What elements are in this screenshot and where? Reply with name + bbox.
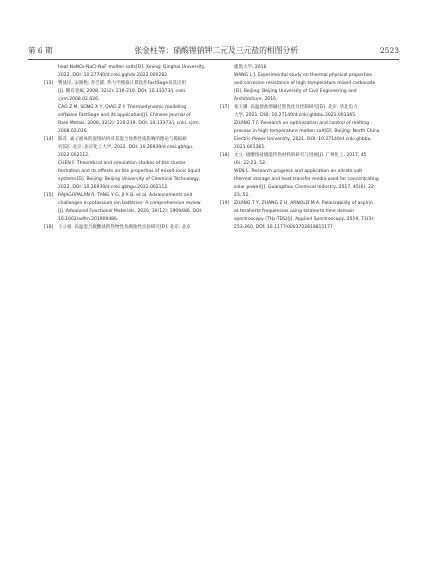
reference-number: [16] — [44, 225, 54, 230]
reference-line: 建筑大学, 2016. — [234, 65, 268, 70]
reference-number: [18] — [220, 153, 230, 158]
reference-line: WANG L J. Experimental study on thermal physical properties — [234, 73, 372, 78]
reference-line: CAO Z M, SONG X Y, QIAO Z Y. Thermodynamic modeling — [58, 105, 187, 110]
reference-line: 张天骥. 高温熔盐熔融过程优化及控制研究[D]. 北京: 华北电力 — [234, 105, 358, 110]
header-rule — [28, 59, 399, 60]
reference-line: 253-260. DOI: 10.1177/0003702818815177. — [234, 225, 335, 230]
issue-number: 第 6 期 — [28, 45, 53, 55]
reference-line: 大学, 2021. DOI: 10.27140/d.cnki.ghbbu.2021.001365. — [234, 113, 357, 118]
reference-line: (6): 22-23, 52. — [234, 161, 267, 166]
reference-line: 2022. DOI: 10.26939/d.cnki.gbhgu.2022.002112. — [58, 185, 169, 190]
reference-line: 2008.02.026. — [58, 129, 89, 134]
reference-line: [J]. 稀有金属, 2008, 32(2): 216-219. DOI: 10.13373/j. cnki. — [58, 89, 187, 94]
reference-line: formation and its effects on the properties of mixed ionic liquid — [58, 169, 201, 174]
reference-line: 23, 52. — [234, 193, 250, 198]
reference-line: at terahertz frequencies using terahertz time domain — [234, 209, 355, 214]
reference-line: Rare Metals, 2008, 32(2): 216-219. DOI: 10.13373/j. cnki. cjrm. — [58, 121, 201, 126]
reference-number: [14] — [44, 137, 54, 142]
left-column — [44, 64, 240, 232]
reference-line: RAJAGOPALAN R, TANG Y G, JI X B, et al. Advancements and — [58, 193, 193, 198]
reference-entry — [44, 192, 240, 224]
reference-entry — [44, 224, 240, 232]
reference-entry — [44, 80, 240, 136]
reference-line: Electric Power University, 2021. DOI: 10.27140/d.cnki.ghbbu. — [234, 137, 372, 142]
reference-entry — [234, 64, 416, 104]
reference-line: [J]. Advanced Functional Materials, 2020, 30(12): 1909486. DOI: — [58, 209, 203, 214]
reference-line: 2022.002112. — [58, 153, 90, 158]
reference-line: ZHANG T F. Research on optimization and control of melting — [234, 121, 370, 126]
reference-line: heat NaNO₃-NaCl-NaF molten salts[D]. Xining: Qinghai University, — [58, 65, 206, 70]
page-number: 2523 — [379, 45, 399, 55]
reference-entry — [220, 152, 416, 200]
reference-entry — [44, 136, 240, 192]
reference-line: challenges in potassium ion batteries: A comprehensive review — [58, 201, 201, 206]
reference-line: 陈芬. 离子液体的混熔结构对其混合体系性质影响的理论与模拟研 — [58, 137, 187, 142]
reference-line: ZHANG T Y, ZHANG Z H, ARNOLD M A. Polarizability of aspirin — [234, 201, 373, 206]
reference-line: spectroscopy (THz-TDS)[J]. Applied Spectroscopy, 2019, 73(3): — [234, 217, 375, 222]
reference-line: solar power[J]. Guangzhou Chemical Industry, 2017, 45(6): 22- — [234, 185, 376, 190]
reference-line: 2021.001365. — [234, 145, 266, 150]
reference-line: systems[D]. Beijing: Beijing University of Chemical Technology, — [58, 177, 201, 182]
reference-entry — [220, 200, 416, 232]
page-header — [28, 42, 399, 58]
reference-line: process in high temperature molten salt[D]. Beijing: North China — [234, 129, 380, 134]
reference-line: 文立. 硝酸熔盐储能传热材料的研究与进展[J]. 广州化工, 2017, 45 — [234, 153, 367, 158]
reference-number: [19] — [220, 201, 230, 206]
reference-line: cjrm.2008.02.026. — [58, 97, 100, 102]
reference-line: [D]. Beijing: Beijing University of Civil Engineering and — [234, 89, 357, 94]
reference-number: [15] — [44, 193, 54, 198]
running-title: 张金柱等：硝酸锂钠钾二元及三元盐的相图分析 — [134, 45, 299, 55]
reference-line: thermal storage and heat transfer media used for concentrating — [234, 177, 379, 182]
reference-line: WEN L. Research progress and application on nitrate salt — [234, 169, 363, 174]
reference-entry — [220, 104, 416, 152]
reference-number: [13] — [44, 81, 54, 86]
reference-line: 究[D]. 北京: 北京化工大学, 2022. DOI: 10.26939/d.cnki.gbhgu. — [58, 145, 194, 150]
reference-line: software FactSage and its application[J]. Chinese Journal of — [58, 113, 191, 118]
reference-line: 10.1002/adfm.201909486. — [58, 217, 119, 222]
right-column — [220, 64, 416, 232]
reference-line: CHEN F. Theoretical and simulation studies of the cluster — [58, 161, 186, 166]
reference-number: [17] — [220, 105, 230, 110]
reference-line: and corrosion resistance of high temperature mixed carbonate — [234, 81, 376, 86]
reference-entry — [58, 64, 240, 80]
reference-line: 2022. DOI: 10.27740/d.cnki.gqhdx.2022.000282. — [58, 73, 169, 78]
reference-line: 曹战民, 宋晓艳, 乔芝郁. 热力学模拟计算软件FactSage及其应用 — [58, 81, 186, 86]
reference-line: Architecture, 2016. — [234, 97, 278, 102]
reference-line: 王立娟. 高温混合碳酸盐的热物性及腐蚀性实验研究[D]. 北京: 北京 — [58, 225, 191, 230]
